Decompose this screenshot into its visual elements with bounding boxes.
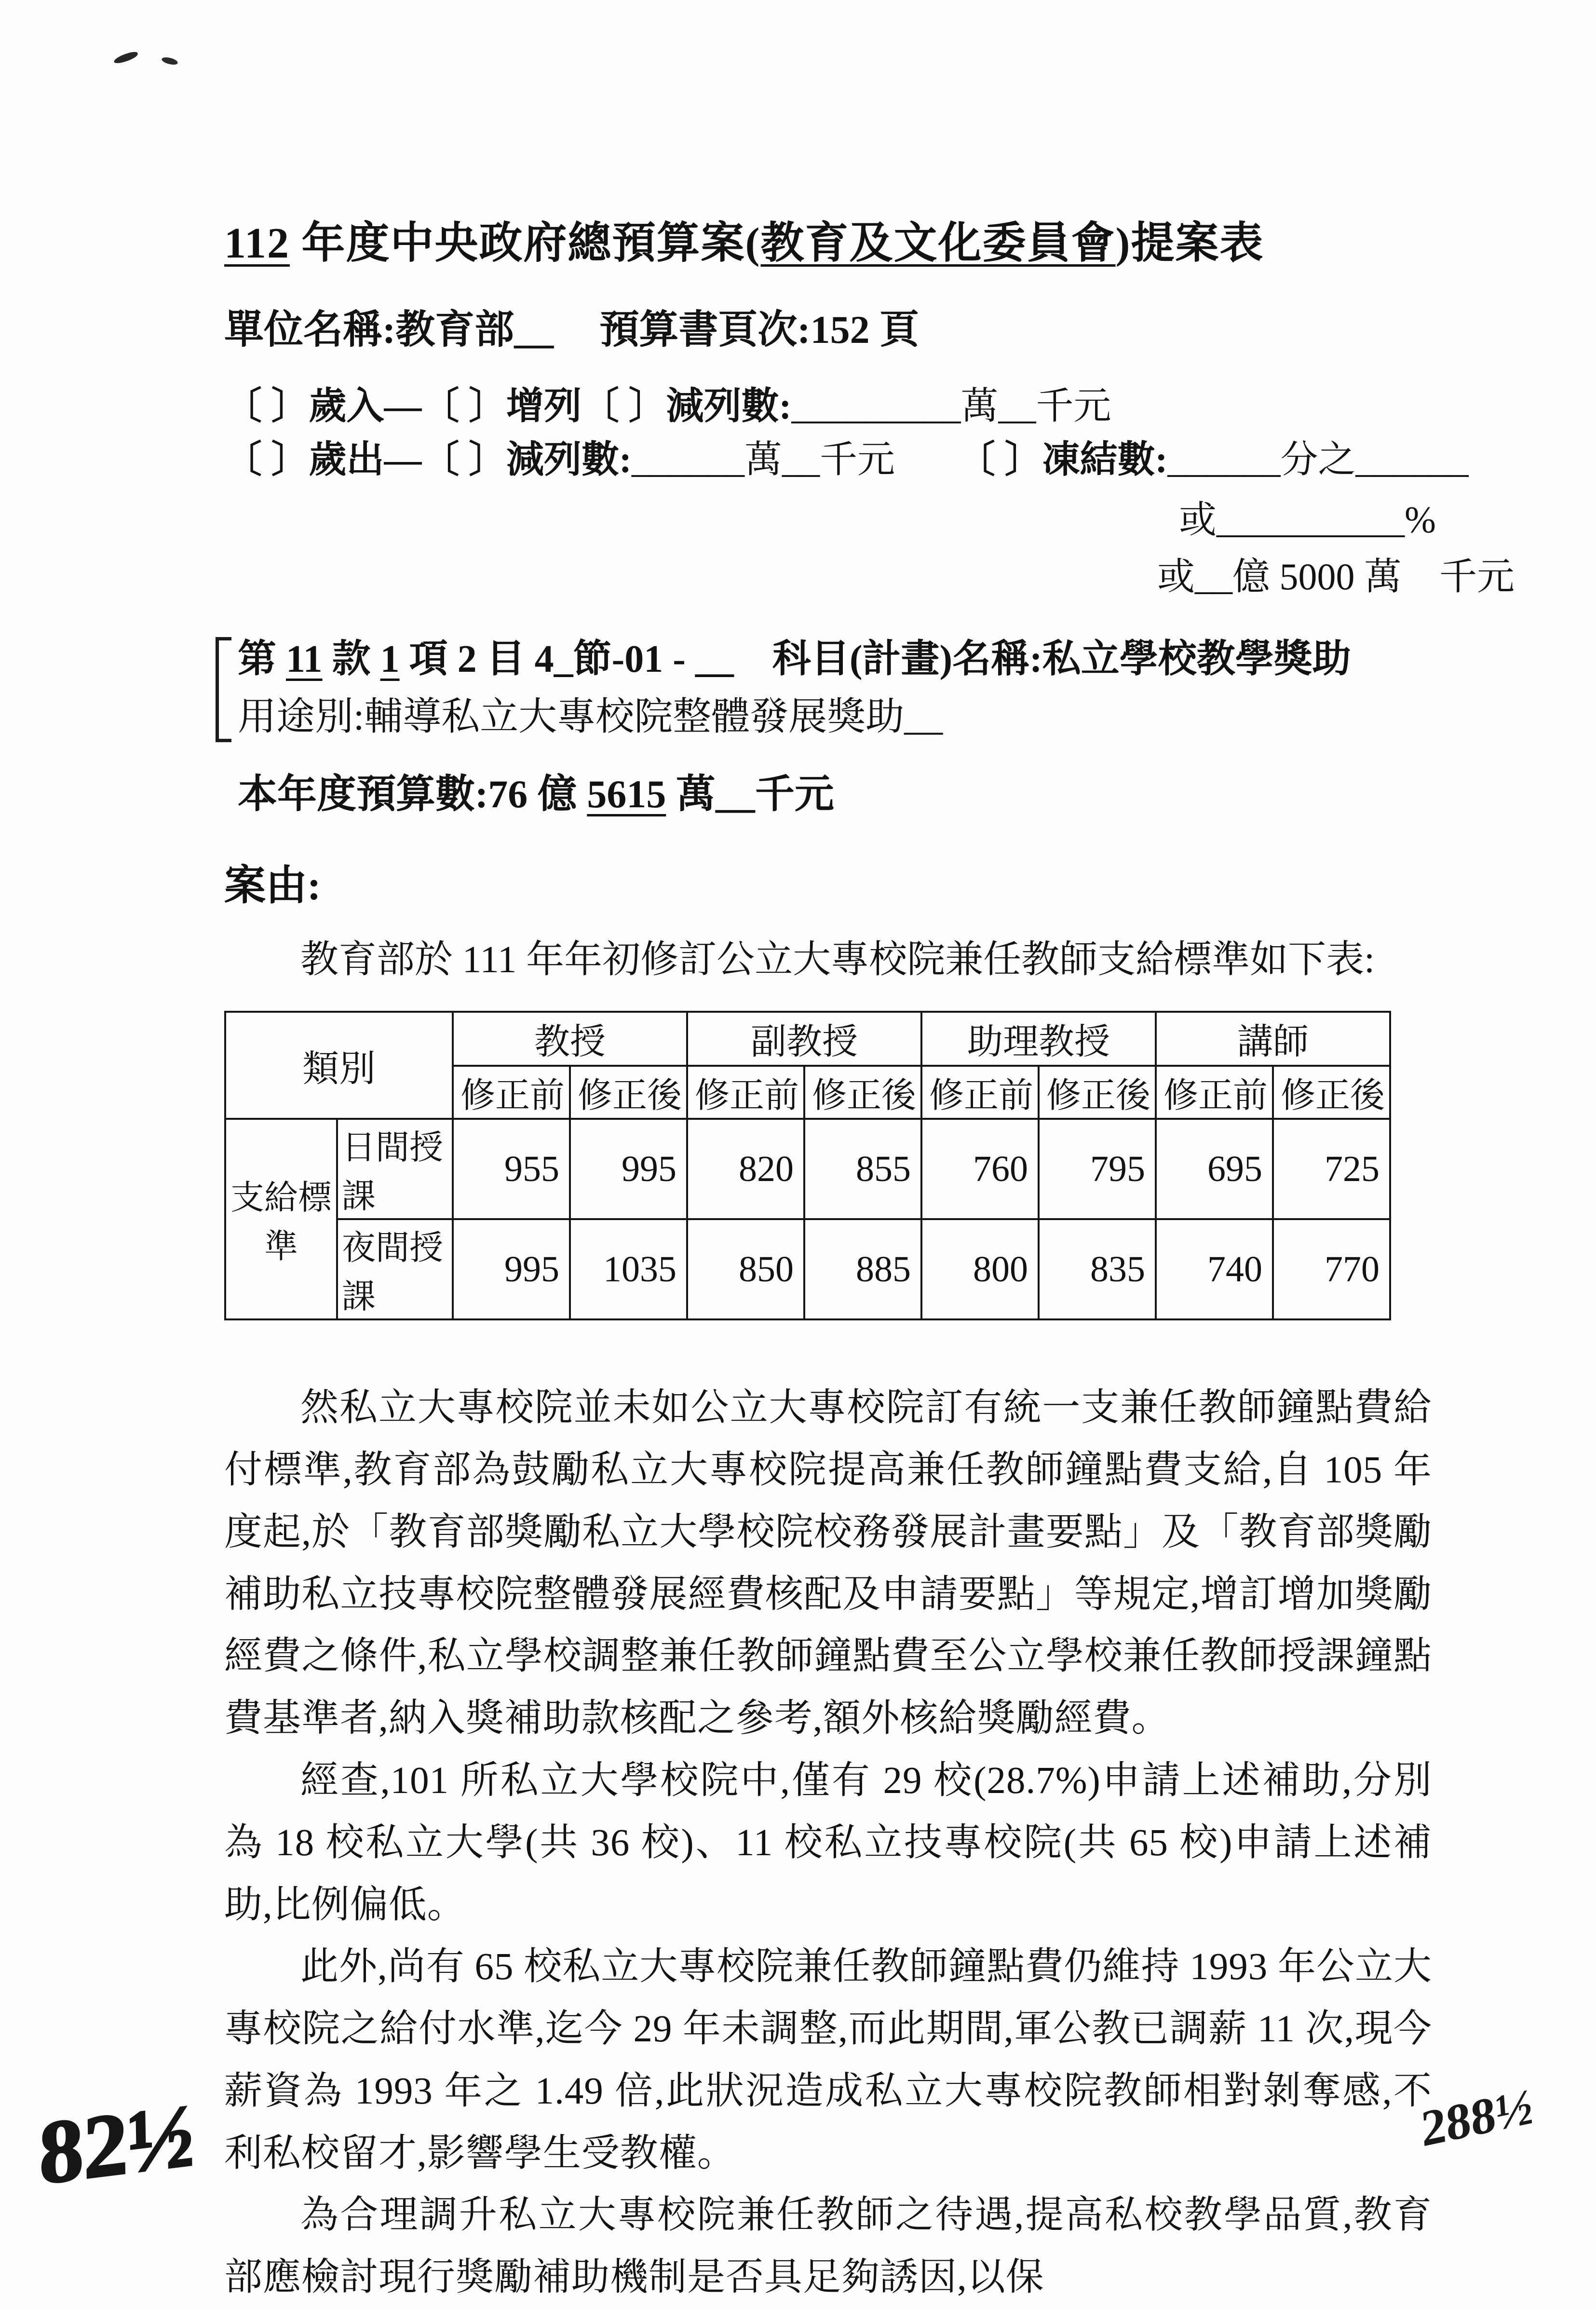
subject-kuan-number: 11 [286, 638, 323, 680]
table-row-daytime [225, 1119, 1390, 1219]
budget-prefix: 本年度預算數:76 億 [238, 772, 587, 816]
expense-blank: ______萬__千元 [631, 438, 895, 480]
subject-seg2: 款 [322, 638, 380, 680]
intro-paragraph: 教育部於 111 年年初修訂公立大專校院兼任教師支給標準如下表: [300, 939, 1375, 981]
table-row-label: 支給標準 [225, 1119, 337, 1319]
table-header-assistant-professor: 助理教授 [921, 1012, 1156, 1066]
table-value: 855 [804, 1119, 921, 1219]
unit-name-line [224, 298, 1432, 354]
table-subheader-before: 修正前 [453, 1066, 570, 1119]
subject-section [224, 630, 1432, 746]
table-value: 695 [1156, 1119, 1273, 1219]
table-value: 1035 [570, 1219, 687, 1319]
case-body-text [224, 1377, 1432, 2309]
checkbox-form-block [224, 380, 1515, 604]
table-header-associate-professor: 副教授 [687, 1012, 921, 1066]
body-paragraph-1: 然私立大專校院並未如公立大專校院訂有統一支兼任教師鐘點費給付標準,教育部為鼓勵私立大專校院提高兼任教師鐘點費支給,自 105 年度起,於「教育部獎勵私立大學校院校務發展計畫要點」及「教育部獎勵補助私立技專校院整體發展經費核配及申請要點」等規定,增訂增加獎勵經費之條件,私立學校調整兼任教師鐘點費至公立學校兼任教師授課鐘點費基準者,納入獎補助款核配之參考,額外核給獎勵經費。 [224, 1387, 1432, 1740]
table-value: 995 [570, 1119, 687, 1219]
table-row-name-evening: 夜間授課 [337, 1219, 453, 1319]
table-subheader-after: 修正後 [1039, 1066, 1156, 1119]
handwritten-note-bottom-left: 82½ [38, 2085, 195, 2204]
budget-suffix: 萬__千元 [666, 772, 834, 816]
freeze-blank: ______分之______ [1167, 438, 1469, 480]
handwritten-page-number: 288½ [1419, 2077, 1535, 2158]
table-value: 740 [1156, 1219, 1273, 1319]
table-header-professor: 教授 [453, 1012, 687, 1066]
budget-book-page: 預算書頁次:152 頁 [599, 308, 920, 352]
salary-standard-table [224, 1011, 1391, 1320]
revenue-line [224, 380, 1432, 433]
table-group-header-row [225, 1012, 1390, 1066]
body-paragraph-2: 經查,101 所私立大學校院中,僅有 29 校(28.7%)申請上述補助,分別為 18 校私立大學(共 36 校)、11 校私立技專校院(共 65 校)申請上述補助,比例偏低。 [224, 1759, 1432, 1926]
table-value: 850 [687, 1219, 804, 1319]
table-row-evening [225, 1219, 1390, 1319]
title-committee: 教育及文化委員會 [760, 219, 1116, 267]
revenue-blank: _________萬__千元 [791, 385, 1111, 427]
table-subheader-before: 修正前 [921, 1066, 1039, 1119]
table-value: 795 [1039, 1119, 1156, 1219]
table-value: 995 [453, 1219, 570, 1319]
pen-mark-icon [161, 56, 178, 66]
title-year: 112 [224, 219, 290, 267]
table-value: 820 [687, 1119, 804, 1219]
table-subheader-after: 修正後 [804, 1066, 921, 1119]
budget-amount: 5615 [587, 772, 666, 816]
left-bracket-mark [216, 637, 231, 742]
table-header-category: 類別 [225, 1012, 453, 1119]
freeze-label: 〔 〕凍結數: [958, 438, 1168, 480]
annual-budget-line [224, 762, 1432, 819]
table-subheader-before: 修正前 [687, 1066, 804, 1119]
table-value: 760 [921, 1119, 1039, 1219]
title-mid: 年度中央政府總預算案( [290, 219, 761, 267]
table-value: 885 [804, 1219, 921, 1319]
table-value: 800 [921, 1219, 1039, 1319]
pen-mark-icon [113, 50, 139, 65]
case-reason-heading: 案由: [224, 862, 321, 909]
body-paragraph-4: 為合理調升私立大專校院兼任教師之待遇,提高私校教學品質,教育部應檢討現行獎勵補助機制是否具足夠誘因,以保 [224, 2194, 1432, 2299]
revenue-label: 〔 〕歲入—〔 〕增列〔 〕減列數: [224, 385, 792, 427]
table-value: 770 [1273, 1219, 1390, 1319]
usage-type-line: 用途別:輔導私立大專校院整體發展獎助__ [238, 696, 943, 738]
table-header-lecturer: 講師 [1156, 1012, 1390, 1066]
subject-xiang-number: 1 [380, 638, 400, 680]
table-subheader-after: 修正後 [570, 1066, 687, 1119]
expense-line [224, 433, 1469, 487]
table-value: 725 [1273, 1119, 1390, 1219]
table-subheader-after: 修正後 [1273, 1066, 1390, 1119]
subject-number-line [238, 630, 1432, 688]
or-amount-line: 或__億 5000 萬 千元 [1157, 556, 1515, 598]
table-value: 835 [1039, 1219, 1156, 1319]
title-suffix: )提案表 [1115, 219, 1264, 267]
expense-label: 〔 〕歲出—〔 〕減列數: [224, 438, 632, 480]
or-percent-line: 或__________% [1179, 498, 1436, 541]
subject-plan-name: 科目(計畫)名稱:私立學校教學獎助 [733, 638, 1351, 680]
table-row-name-daytime: 日間授課 [337, 1119, 453, 1219]
unit-name-value: 單位名稱:教育部__ [224, 308, 554, 352]
table-subheader-before: 修正前 [1156, 1066, 1273, 1119]
page-title [224, 207, 1432, 270]
subject-seg1: 第 [238, 638, 286, 680]
table-value: 955 [453, 1119, 570, 1219]
subject-seg3: 項 2 目 4_節-01 - __ [399, 638, 734, 680]
body-paragraph-3: 此外,尚有 65 校私立大專校院兼任教師鐘點費仍維持 1993 年公立大專校院之給付水準,迄今 29 年未調整,而此期間,軍公教已調薪 11 次,現今薪資為 1993 年之 1.49 倍,此狀況造成私立大專校院教師相對剝奪感,不利私校留才,影響學生受教權。 [224, 1946, 1432, 2174]
